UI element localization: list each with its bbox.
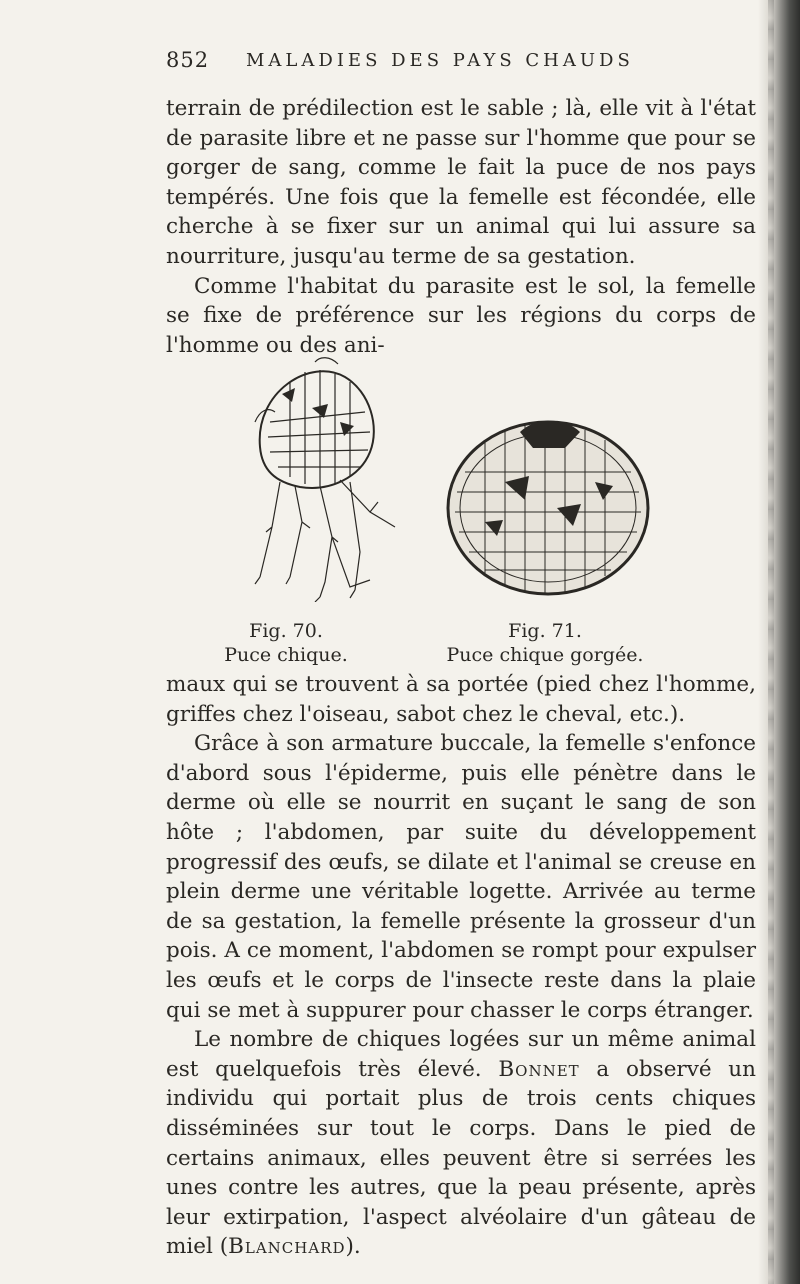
running-title: MALADIES DES PAYS CHAUDS [246,50,634,71]
figure-70-label: Fig. 70. [249,620,323,642]
page-number: 852 [166,48,210,72]
page-edge-shadow [758,0,800,1284]
author-name: Bonnet [498,1056,580,1082]
figure-71-engorged-flea-illustration [445,412,651,598]
text-block-top [166,94,756,360]
paragraph: terrain de prédilection est le sable ; là, elle vit à l'état de parasite libre et ne passe sur l'homme que pour se gorger de sang, comme le fait la puce de nos pays tempérés. Une fois que la femelle est fécondée, elle cherche à se fixer sur un animal qui lui assure sa nourriture, jusqu'au terme de sa gestation. [166,96,756,269]
paragraph [166,1025,756,1262]
figure-71-caption: Puce chique gorgée. [446,644,644,666]
author-name: Blanchard [228,1234,346,1260]
page-header [166,48,686,78]
text-block-bottom [166,670,756,1262]
paragraph-text: ). [345,1234,361,1260]
paragraph: Comme l'habitat du parasite est le sol, la femelle se fixe de préférence sur les régions du corps de l'homme ou des ani- [166,273,756,358]
figure-71-label: Fig. 71. [508,620,582,642]
paragraph: maux qui se trouvent à sa portée (pied chez l'homme, griffes chez l'oiseau, sabot chez le cheval, etc.). [166,672,756,727]
figure-70-flea-illustration [220,352,400,602]
paragraph-text: Le nombre de chiques logées sur un même animal est quelquefois très élevé. [166,1027,756,1082]
paragraph-text: a observé un individu qui portait plus de trois cents chiques disséminées sur tout le corps. Dans le pied de certains animaux, elles peuvent être si serrées les unes contre les autres, que la peau présente, après leur extirpation, l'aspect alvéolaire d'un gâteau de miel ( [166,1056,756,1260]
paragraph: Grâce à son armature buccale, la femelle s'enfonce d'abord sous l'épiderme, puis elle pénètre dans le derme où elle se nourrit en suçant le sang de son hôte ; l'abdomen, par suite du développement progressif des œufs, se dilate et l'animal se creuse en plein derme une véritable logette. Arrivée au terme de sa gestation, la femelle présente la grosseur d'un pois. A ce moment, l'abdomen se rompt pour expulser les œufs et le corps de l'insecte reste dans la plaie qui se met à suppurer pour chasser le corps étranger. [166,731,756,1023]
figure-70-caption: Puce chique. [224,644,348,666]
